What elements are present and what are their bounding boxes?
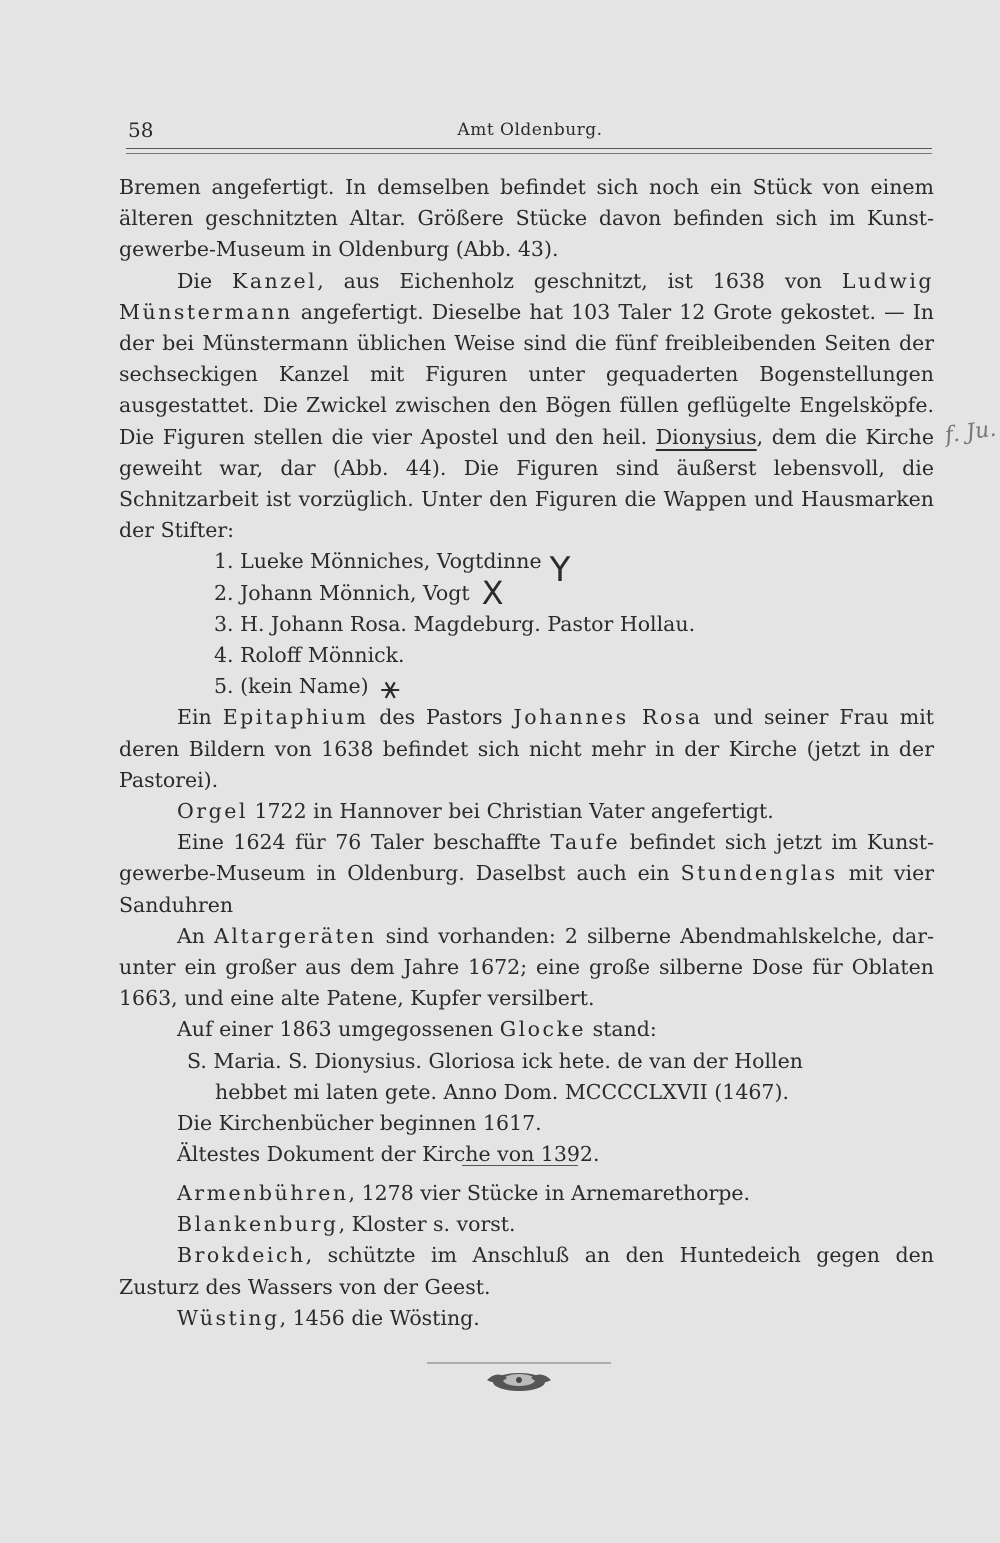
paragraph-kirchenbuecher: Die Kirchenbücher beginnen 1617. <box>177 1111 542 1136</box>
spaced-term-taufe: Taufe <box>550 830 621 855</box>
list-item <box>119 574 934 613</box>
paragraph-glocke <box>119 1014 934 1045</box>
paragraph-altar: Bremen angefertigt. In demselben befindet sich noch ein Stück von einem älteren geschnitzten Altar. Größere Stücke davon befinden sich im Kunstgewerbe-Museum in Oldenburg (Abb. 43). <box>119 175 934 262</box>
running-head: Amt Oldenburg. <box>457 120 603 140</box>
house-mark-icon: ⚹ <box>380 667 400 706</box>
list-item <box>119 546 934 591</box>
text-run: Auf einer 1863 umgegossenen <box>177 1017 500 1042</box>
text-run: des Pastors <box>368 705 514 730</box>
house-mark-icon: X <box>481 574 504 613</box>
list-item <box>119 640 934 671</box>
spaced-term-kanzel: Kanzel <box>232 268 318 293</box>
text-run: sind vorhanden: 2 silberne Abendmahlskelche, darunter ein großer aus dem Jahre 1672; eine große silberne Dose für Oblaten 1663, und eine alte Patene, Kupfer versilbert. <box>119 923 934 1011</box>
page-number: 58 <box>128 118 154 142</box>
text-run: , aus Eichenholz geschnitzt, ist 1638 von <box>317 268 842 293</box>
place-entry <box>119 1303 934 1334</box>
donor-text: 3. H. Johann Rosa. Magdeburg. Pastor Hollau. <box>214 611 696 636</box>
list-item <box>119 609 934 640</box>
main-text <box>119 172 934 1170</box>
paragraph-altargeraete <box>119 921 934 1015</box>
spaced-term-glocke: Glocke <box>499 1017 587 1042</box>
end-ornament-icon <box>427 1360 611 1400</box>
place-name: Brokdeich <box>177 1243 306 1268</box>
place-name: Blankenburg <box>177 1212 339 1237</box>
text-run: Eine 1624 für 76 Taler beschaffte <box>177 830 551 855</box>
text-run: und seiner Frau mit deren Bildern von 1638 befindet sich nicht mehr in der Kirche (jetzt in der Pastorei). <box>119 705 934 792</box>
place-entry <box>119 1178 934 1209</box>
donor-list <box>119 546 934 706</box>
donor-text: 2. Johann Mönnich, Vogt <box>214 580 470 605</box>
spaced-term-epitaphium: Epitaphium <box>222 705 369 730</box>
handwritten-margin-note: f. Ju. <box>943 416 998 449</box>
place-text: , schützte im Anschluß an den Huntedeich gegen den Zusturz des Wassers von der Geest. <box>119 1243 934 1299</box>
house-mark-icon: Y <box>549 550 571 591</box>
text-run: befindet sich jetzt im Kunstgewerbe-Museum in Oldenburg. Daselbst auch ein <box>119 830 934 886</box>
place-name: Wüsting <box>177 1305 280 1330</box>
text-run: Die <box>177 268 232 293</box>
list-item <box>119 667 934 706</box>
spaced-term-stundenglas: Stundenglas <box>680 861 838 886</box>
spaced-term-altargeraete: Altargeräten <box>214 923 377 948</box>
place-entry <box>119 1209 934 1240</box>
spaced-name-muenstermann: Ludwig Münstermann <box>119 268 935 324</box>
place-entry <box>119 1240 934 1302</box>
header-rule-thin <box>126 153 932 154</box>
section-divider <box>462 1165 578 1166</box>
text-run: mit vier Sanduhren <box>119 861 935 917</box>
inscription-line: S. Maria. S. Dionysius. Gloriosa ick hete. de van der Hollen <box>187 1048 803 1073</box>
donor-text: 1. Lueke Mönniches, Vogtdinne <box>214 549 542 574</box>
spaced-name-rosa: Johannes Rosa <box>513 705 703 730</box>
place-text: , 1278 vier Stücke in Arnemarethorpe. <box>348 1181 751 1205</box>
inscription-line: hebbet mi laten gete. Anno Dom. MCCCCLXVII (1467). <box>215 1079 789 1104</box>
paragraph-dokument: Ältestes Dokument der Kirche von 1392. <box>177 1142 600 1167</box>
text-run: An <box>177 923 215 948</box>
spaced-term-orgel: Orgel <box>177 798 248 823</box>
underlined-name-dionysius: Dionysius <box>655 424 757 449</box>
text-run: angefertigt. Dieselbe hat 103 Taler 12 Grote gekostet. — In der bei Münstermann üblichen Weise sind die fünf freibleibenden Seiten der sechseckigen Kanzel mit Figuren unter gequaderten Bogenstellungen ausgestattet. Die Zwickel zwischen den Bögen füllen geflügelte Engelsköpfe. Die Figuren stellen die vier Apostel und den heil. <box>119 299 934 449</box>
donor-text: 4. Roloff Mönnick. <box>214 643 405 667</box>
place-text: , Kloster s. vorst. <box>338 1212 516 1237</box>
place-name: Armenbühren <box>177 1181 349 1205</box>
text-run: Ein <box>177 705 223 730</box>
text-run: 1722 in Hannover bei Christian Vater angefertigt. <box>247 798 774 823</box>
paragraph-taufe <box>119 827 934 921</box>
text-run: stand: <box>586 1017 657 1042</box>
place-entries <box>119 1178 934 1334</box>
place-text: , 1456 die Wösting. <box>279 1305 480 1330</box>
header-rule <box>126 148 932 149</box>
donor-text: 5. (kein Name) <box>214 674 369 699</box>
paragraph-kanzel <box>119 266 934 547</box>
paragraph-epitaph <box>119 702 934 796</box>
page-header <box>128 118 932 148</box>
bell-inscription <box>119 1046 934 1108</box>
text-run: , dem die Kirche geweiht war, dar (Abb. 44). Die Figuren sind äußerst lebensvoll, die Schnitzarbeit ist vorzüglich. Unter den Figuren die Wappen und Hausmarken der Stifter: <box>119 424 934 543</box>
paragraph-orgel <box>119 796 934 827</box>
